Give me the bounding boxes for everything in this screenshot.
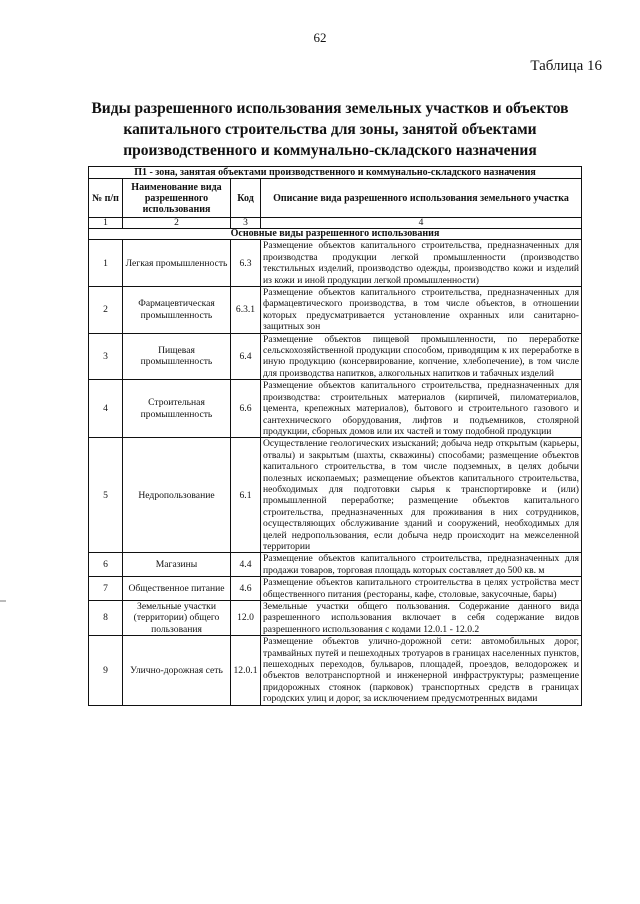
table-label: Таблица 16 bbox=[530, 58, 602, 74]
zone-header: П1 - зона, занятая объектами производственного и коммунально-складского назначения bbox=[89, 167, 582, 179]
row-description: Размещение объектов капитального строительства в целях устройства мест общественного питания (рестораны, кафе, столовые, закусочные, бары) bbox=[261, 577, 582, 601]
row-description: Размещение объектов пищевой промышленности, по переработке сельскохозяйственной продукции способом, приводящим к их переработке в иную продукцию (консервирование, копчение, хлебопечение), в том числе для производства напитков, алкогольных напитков и табачных изделий bbox=[261, 333, 582, 380]
row-name: Магазины bbox=[123, 553, 231, 577]
column-number-row bbox=[89, 218, 582, 229]
table-row bbox=[89, 380, 582, 438]
row-code: 12.0.1 bbox=[231, 636, 261, 705]
row-name: Легкая промышленность bbox=[123, 240, 231, 287]
row-code: 6.6 bbox=[231, 380, 261, 438]
column-number: 2 bbox=[123, 218, 231, 229]
row-name: Пищевая промышленность bbox=[123, 333, 231, 380]
row-description: Размещение объектов капитального строительства, предназначенных для производства: строительных материалов (кирпичей, пиломатериалов, цемента, крепежных материалов), бытового и строительного газового и сантехнического оборудования, лифтов и подъемников, столярной продукции, сборных домов или их частей и тому подобной продукции bbox=[261, 380, 582, 438]
row-description: Осуществление геологических изысканий; добыча недр открытым (карьеры, отвалы) и закрытым (шахты, скважины) способами; размещение объектов капитального строительства, в том числе подземных, в целях добычи полезных ископаемых; размещение объектов капитального строительства, необходимых для подготовки сырья к транспортировке и (или) промышленной переработке; размещение объектов капитального строительства, предназначенных для проживания в них сотрудников, осуществляющих обслуживание зданий и сооружений, необходимых для целей недропользования, если добыча недр происходит на межселенной территории bbox=[261, 438, 582, 553]
row-code: 6.3.1 bbox=[231, 287, 261, 334]
land-use-table bbox=[88, 166, 582, 706]
section-row bbox=[89, 229, 582, 240]
col-header-num: № п/п bbox=[89, 179, 123, 218]
row-code: 6.3 bbox=[231, 240, 261, 287]
row-number: 6 bbox=[89, 553, 123, 577]
table-row bbox=[89, 287, 582, 334]
row-number: 1 bbox=[89, 240, 123, 287]
col-header-code: Код bbox=[231, 179, 261, 218]
table-row bbox=[89, 577, 582, 601]
column-number: 3 bbox=[231, 218, 261, 229]
row-number: 8 bbox=[89, 601, 123, 636]
row-name: Общественное питание bbox=[123, 577, 231, 601]
row-number: 2 bbox=[89, 287, 123, 334]
row-number: 7 bbox=[89, 577, 123, 601]
table-row bbox=[89, 240, 582, 287]
zone-header-row bbox=[89, 167, 582, 179]
column-number: 1 bbox=[89, 218, 123, 229]
row-description: Размещение объектов капитального строительства, предназначенных для производства продукции легкой промышленности (производство текстильных изделий, производство одежды, производство кожи и изделий из кожи и иной продукции легкой промышленности) bbox=[261, 240, 582, 287]
row-code: 12.0 bbox=[231, 601, 261, 636]
row-code: 4.6 bbox=[231, 577, 261, 601]
row-name: Строительная промышленность bbox=[123, 380, 231, 438]
table-row bbox=[89, 553, 582, 577]
table-row bbox=[89, 601, 582, 636]
row-description: Размещение объектов улично-дорожной сети: автомобильных дорог, трамвайных путей и пешеходных тротуаров в границах населенных пунктов, пешеходных переходов, бульваров, площадей, проездов, велодорожек и объектов велотранспортной и инженерной инфраструктуры; размещение придорожных стоянок (парковок) транспортных средств в границах городских улиц и дорог, за исключением предусмотренных видами bbox=[261, 636, 582, 705]
row-code: 4.4 bbox=[231, 553, 261, 577]
scan-artifact bbox=[0, 600, 6, 602]
column-header-row bbox=[89, 179, 582, 218]
section-title: Основные виды разрешенного использования bbox=[89, 229, 582, 240]
row-name: Улично-дорожная сеть bbox=[123, 636, 231, 705]
document-title: Виды разрешенного использования земельных участков и объектов капитального строительства для зоны, занятой объектами производственного и коммунально-складского назначения bbox=[91, 100, 569, 159]
table-row bbox=[89, 636, 582, 705]
row-description: Земельные участки общего пользования. Содержание данного вида разрешенного использования включает в себя содержание видов разрешенного использования с кодами 12.0.1 - 12.0.2 bbox=[261, 601, 582, 636]
row-name: Недропользование bbox=[123, 438, 231, 553]
row-number: 5 bbox=[89, 438, 123, 553]
row-code: 6.1 bbox=[231, 438, 261, 553]
table-row bbox=[89, 438, 582, 553]
page-number: 62 bbox=[313, 30, 327, 45]
row-number: 3 bbox=[89, 333, 123, 380]
table-body bbox=[89, 240, 582, 705]
row-description: Размещение объектов капитального строительства, предназначенных для фармацевтического производства, в том числе объектов, в отношении которых предусматривается установление охранных или санитарно-защитных зон bbox=[261, 287, 582, 334]
col-header-name: Наименование вида разрешенного использования bbox=[123, 179, 231, 218]
row-name: Земельные участки (территории) общего пользования bbox=[123, 601, 231, 636]
col-header-desc: Описание вида разрешенного использования земельного участка bbox=[261, 179, 582, 218]
row-number: 9 bbox=[89, 636, 123, 705]
row-number: 4 bbox=[89, 380, 123, 438]
column-number: 4 bbox=[261, 218, 582, 229]
table-row bbox=[89, 333, 582, 380]
row-code: 6.4 bbox=[231, 333, 261, 380]
row-description: Размещение объектов капитального строительства, предназначенных для продажи товаров, торговая площадь которых составляет до 500 кв. м bbox=[261, 553, 582, 577]
row-name: Фармацевтическая промышленность bbox=[123, 287, 231, 334]
